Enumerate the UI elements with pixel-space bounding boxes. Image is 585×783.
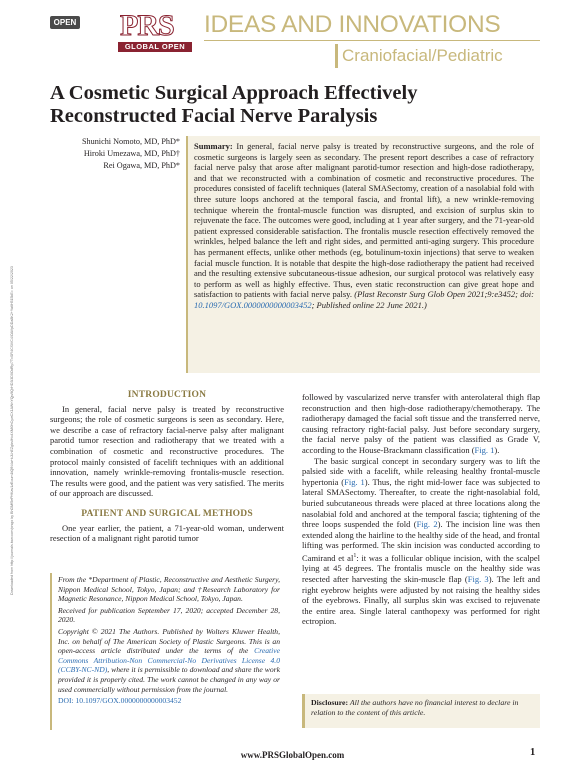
body-paragraph <box>302 392 540 456</box>
intro-paragraph: In general, facial nerve palsy is treated by reconstructive surgeons; the role of cosmetic surgeons is seen as secondary. Here, we describe a case of refractory facial-nerve palsy after malignant parotid tumor resection and radiotherapy that we treated with a combination of cosmetic and reconstructive procedures. The protocol mainly consisted of facelift techniques with an additional innovation, namely wrinkle-removing frontalis-muscle resection. The results were good, and the patient was very satisfied. The merits of our approach are discussed. <box>50 403 284 499</box>
body-text: ). The incision line was then extended along the hairline to the healthy side of the head, and frontal lifting was performed. The skin incision was conducted according to Camirand et al <box>302 519 541 563</box>
disclosure-text: All the authors have no financial interest to declare in relation to the content of this article. <box>311 698 519 717</box>
body-text: The basic surgical concept in secondary surgery was to lift the palsied side with a facelift, while releasing healthy frontal-muscle hypertonia ( <box>302 455 540 487</box>
author-list <box>50 136 180 172</box>
affiliations-text: From the *Department of Plastic, Reconstructive and Aesthetic Surgery, Nippon Medical School, Tokyo, Japan; and †Research Laboratory for Magnetic Resonance, Nippon Medical School, Tokyo, Japan. <box>58 575 280 604</box>
section-heading: IDEAS AND INNOVATIONS <box>204 11 501 38</box>
open-access-badge: OPEN <box>50 16 80 29</box>
summary-citation: (Plast Reconstr Surg Glob Open 2021;9:e3452; doi: <box>354 289 534 300</box>
copyright-text-end: , where it is permissible to download and share the work provided it is properly cited. The work cannot be changed in any way or used commercially without permission from the journal. <box>58 665 280 694</box>
summary-label: Summary: <box>194 141 233 151</box>
right-column <box>302 392 540 627</box>
subspecialty-label: Craniofacial/Pediatric <box>342 46 503 65</box>
page-number: 1 <box>530 747 536 758</box>
received-dates: Received for publication September 17, 2020; accepted December 28, 2020. <box>58 605 280 625</box>
body-text: : it was a follicular oblique incision, with the scalpel lying at 45 degrees. The frontalis muscle on the healthy side was resected after harvesting the skin-muscle flap ( <box>302 552 540 584</box>
download-watermark <box>10 175 18 595</box>
affiliations-box <box>50 573 284 730</box>
header-rule <box>204 40 540 41</box>
author: Hiroki Umezawa, MD, PhD† <box>83 149 180 158</box>
author: Rei Ogawa, MD, PhD* <box>103 161 180 170</box>
download-watermark-text: Downloaded from http://journals.lww.com/prsgo by BhDMf5ePHKav1zEoum1tQfN4a+kJLhEZgbsIHo4XMi0hCywCX1AWnYQp/IlQrHD3i3D0OdRyi7TvSFl4Cf3VC4/OAVpDDa8K2+Ya6H515kE= on 05/22/2023 <box>10 266 14 595</box>
disclosure-box <box>302 694 540 728</box>
summary-text: In general, facial nerve palsy is treated by reconstructive surgeons, and the role of cosmetic surgeons is largely seen as secondary. The present report describes a case of refractory facial nerve palsy that arose after malignant parotid-tumor resection and high-dose radiotherapy, and that we reconstructed with a combination of cosmetic and reconstructive procedures. The procedures consisted of facelift techniques (lateral SMASectomy, creation of a nasolabial fold with three suture loops anchored at the temporal fascia, and frontal lift), a new wrinkle-removing technique wherein the frontal-muscle function was disrupted, and excision of surplus skin to rejuvenate the face. The outcomes were good, including at 1 year after surgery, and the 71-year-old patient expressed considerable satisfaction. The frontalis muscle resection effectively removed the wrinkles, helped balance the left and right sides, and permitted anti-aging surgery. This procedure has permanent effects, unlike other methods (eg, botulinum-toxin injections) that serve to weaken facial muscle function. It is notable that despite the high-dose radiotherapy the patient had received and the resulting extensive subcutaneous-tissue adhesion, our surgical protocol was relatively easy to perform as well as highly effective. Thus, even static reconstruction can give great hope and satisfaction to patients with facial nerve palsy. <box>194 141 535 300</box>
summary-box <box>186 136 540 373</box>
figure-1-link[interactable]: Fig. 1 <box>344 476 365 487</box>
body-text: ). <box>494 444 500 455</box>
body-paragraph <box>302 456 540 627</box>
figure-1-link[interactable]: Fig. 1 <box>474 444 495 455</box>
logo-prs-text: PRS <box>120 9 174 42</box>
disclosure-label: Disclosure: <box>311 698 349 707</box>
article-title: A Cosmetic Surgical Approach Effectively Reconstructed Facial Nerve Paralysis <box>50 82 418 127</box>
summary-doi-link[interactable]: 10.1097/GOX.0000000000003452 <box>194 299 312 310</box>
footer-journal-url[interactable]: www.PRSGlobalOpen.com <box>240 750 345 760</box>
copyright-text: Copyright © 2021 The Authors. Published by Wolters Kluwer Health, Inc. on behalf of The American Society of Plastic Surgeons. This is an open-access article distributed under the terms of the <box>58 626 280 656</box>
methods-paragraph: One year earlier, the patient, a 71-year-old woman, underwent resection of a malignant right parotid tumor <box>50 522 284 544</box>
copyright-notice <box>58 627 280 694</box>
license-link[interactable]: Creative Commons Attribution-Non Commercial-No Derivatives License 4.0 (CCBY-NC-ND) <box>58 646 280 675</box>
methods-heading: PATIENT AND SURGICAL METHODS <box>81 508 253 519</box>
figure-3-link[interactable]: Fig. 3 <box>467 573 489 584</box>
reference-1[interactable]: 1 <box>353 552 357 559</box>
subspecialty-bar <box>335 44 338 68</box>
summary-published: ; Published online 22 June 2021.) <box>311 299 427 310</box>
body-text: ). The left and right eyebrow heights were adjusted by not raising the healthy sides of the eyebrows. Finally, all surplus skin was excised to rejuvenate the entire area. Single lateral canthopexy was performed for right ectropion. <box>302 573 541 627</box>
prs-global-open-logo <box>118 9 196 54</box>
left-column <box>50 390 284 544</box>
author: Shunichi Nomoto, MD, PhD* <box>81 137 180 146</box>
figure-2-link[interactable]: Fig. 2 <box>416 519 438 530</box>
intro-heading: INTRODUCTION <box>127 390 207 400</box>
article-doi[interactable]: DOI: 10.1097/GOX.0000000000003452 <box>58 696 182 706</box>
body-text: ). Thus, the right mid-lower face was subjected to lateral SMASectomy. Thereafter, to create the right-nasolabial fold, buried subcutaneous threads were placed at three locations along the nasolabial fold and anchored at the temporal fascia; tightening of the three loops suspended the fold ( <box>302 476 540 530</box>
logo-global-open-text: GLOBAL OPEN <box>118 42 192 52</box>
body-text: followed by vascularized nerve transfer with anterolateral thigh flap reconstruction and then high-dose radiotherapy/chemotherapy. The radiotherapy damaged the facial soft tissue and the transferred nerve, causing refractory right-facial palsy. Just before secondary surgery, the facial nerve palsy of the patient was classified as Grade V, according to the House-Brackmann classification ( <box>302 392 540 455</box>
